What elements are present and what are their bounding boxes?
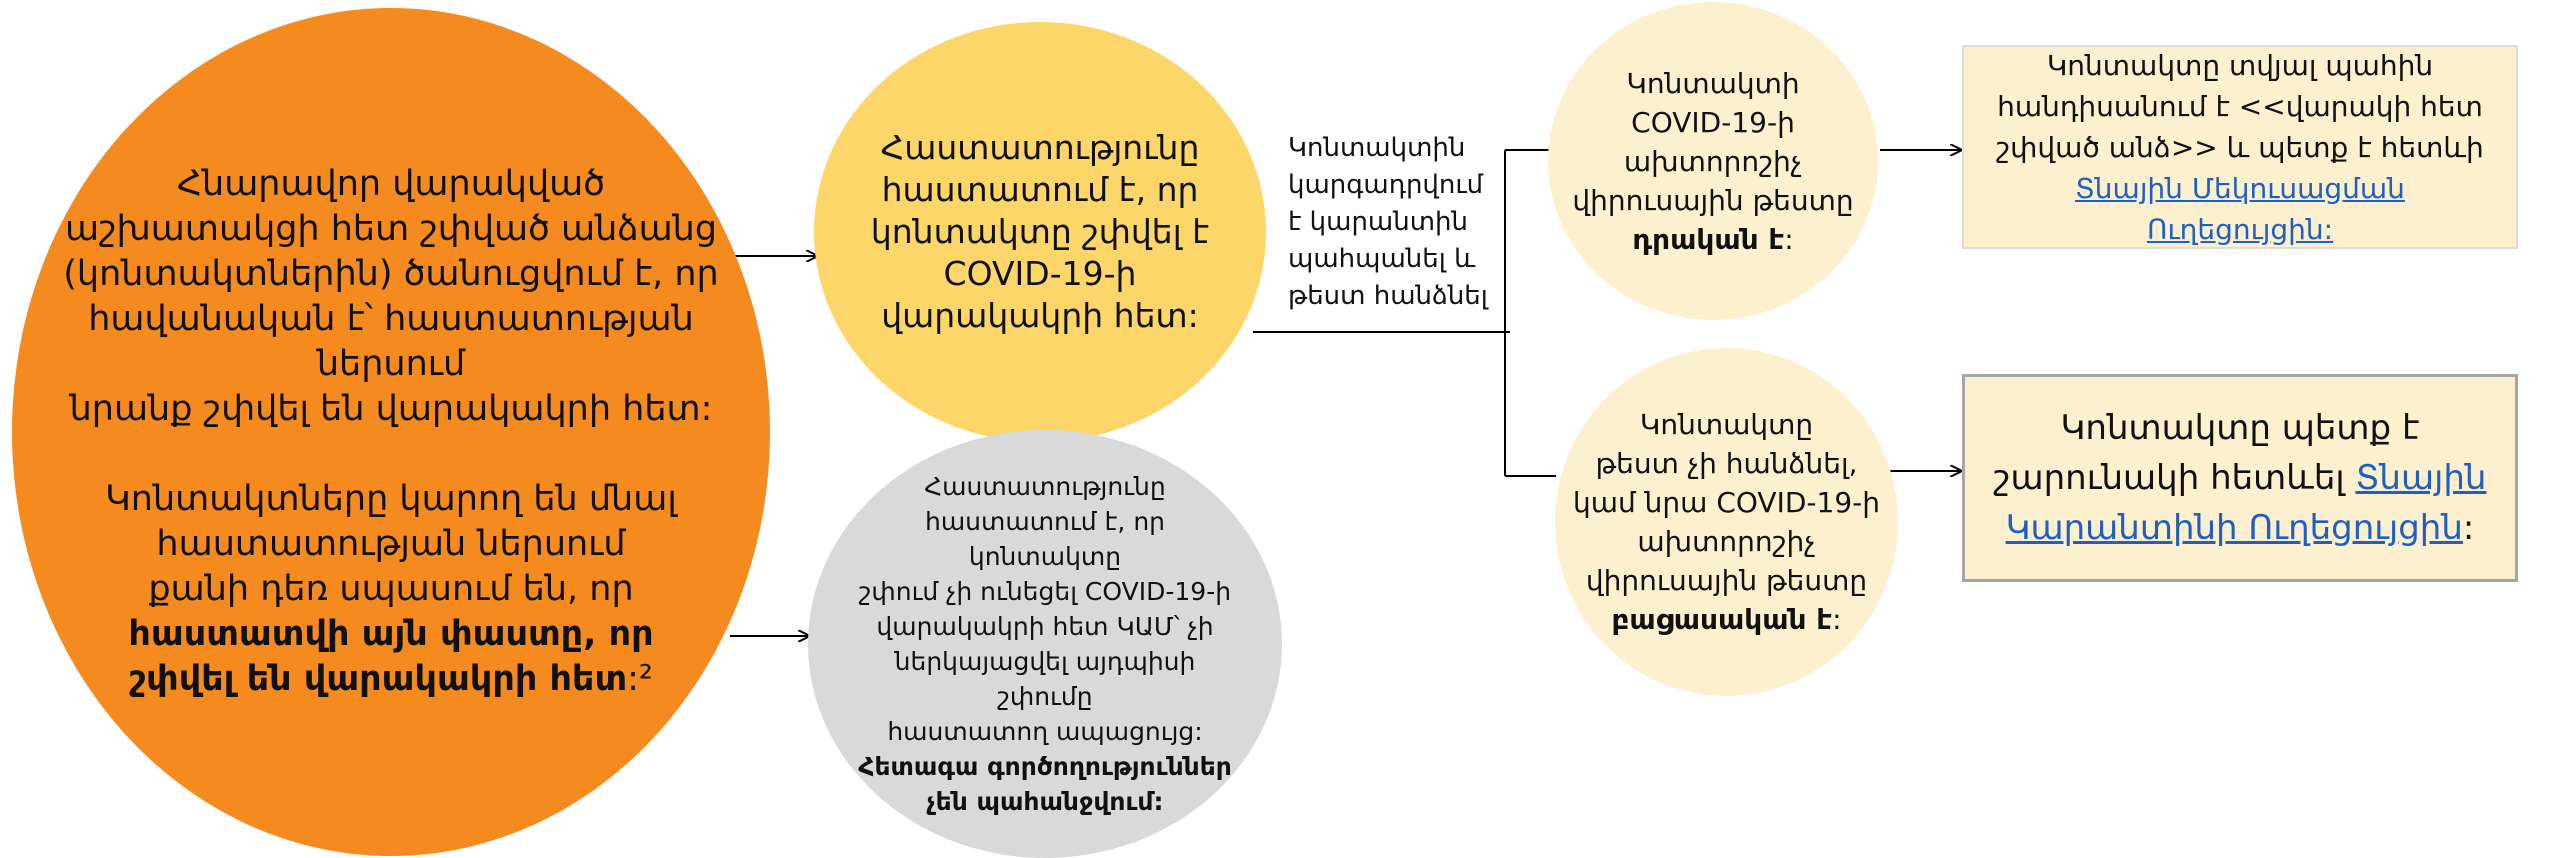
no-action-line [927,784,1164,819]
positive-line: ախտորոշիչ [1623,144,1803,178]
positive-test-circle [1548,2,1878,320]
confirmed-line: կոնտակտը շփվել է [870,212,1210,251]
negative-line: վիրուսային թեստը [1585,564,1868,597]
no-action-text: չեն պահանջվում: [926,787,1164,816]
notification-line: Հնարավոր վարակված [176,164,606,204]
negative-test-circle [1555,348,1898,696]
stay-line: Կոնտակտները կարող են մնալ [105,479,677,519]
home-quarantine-link[interactable]: Տնային [2355,458,2487,498]
confirmed-line: Հաստատությունը [880,128,1200,167]
stay-bold-line [129,657,653,702]
stay-bold-line [128,612,653,657]
punctuation: : [1784,222,1794,256]
isolation-guidance-box [1962,45,2518,249]
confirmed-line: վարակակրի հետ: [881,296,1199,335]
no-contact-line: վարակակրի հետ ԿԱՄ՝ չի [876,612,1214,641]
stay-bold-text: հաստատվի այն փաստը, որ [128,614,654,654]
home-isolation-link[interactable]: Ուղեցույցին: [2146,212,2334,246]
confirmed-contact-circle [814,22,1266,442]
no-contact-line: ներկայացվել այդպիսի շփումը [894,647,1196,711]
negative-line: ախտորոշիչ [1637,525,1816,558]
negative-line: Կոնտակտը [1639,408,1814,441]
no-action-line [858,749,1232,784]
stay-bold-text: շփվել են վարակակրի հետ [129,659,628,699]
isolation-line: շփված անձ>> և պետք է հետևի [1996,130,2484,164]
positive-line: վիրուսային թեստը [1572,183,1854,217]
positive-result-line [1632,220,1793,259]
confirmed-line: հաստատում է, որ [881,170,1199,209]
home-isolation-link[interactable]: Տնային Մեկուսացման [2075,171,2405,205]
no-contact-circle [808,430,1282,858]
quarantine-text: շարունակի հետևել [1993,458,2345,498]
quarantine-line [2006,503,2475,553]
no-contact-line: հաստատող ապացույց: [887,717,1203,746]
no-action-text: Հետագա գործողություններ [858,752,1232,781]
no-contact-line: շփում չի ունեցել COVID-19-ի [858,577,1232,606]
quarantine-instruction [1288,130,1508,315]
negative-result: բացասական է [1611,603,1833,636]
negative-result-line [1611,600,1841,639]
confirmed-line: COVID-19-ի [943,254,1137,293]
notification-line: նրանք շփվել են վարակակրի հետ: [69,389,713,429]
isolation-line: հանդիսանում է <<վարակի հետ [1997,89,2483,123]
positive-line: Կոնտակտի [1626,66,1800,100]
notification-circle [12,8,770,856]
isolation-line: Կոնտակտը տվյալ պահին [2046,48,2434,82]
quarantine-guidance-box [1962,374,2518,582]
negative-line: կամ նրա COVID-19-ի [1573,486,1880,519]
positive-line: COVID-19-ի [1631,105,1795,139]
instruction-line: կարգադրվում [1288,170,1484,200]
positive-result: դրական է [1632,222,1785,256]
instruction-line: պահպանել և [1288,244,1476,274]
stay-line: հաստատության ներսում [156,524,626,564]
instruction-line: է կարանտին [1288,207,1469,237]
punctuation: : [1832,603,1842,636]
negative-line: թեստ չի հանձնել, [1595,447,1858,480]
no-contact-line: Հաստատությունը [924,472,1166,501]
no-contact-line: կոնտակտը [968,542,1122,571]
home-quarantine-link[interactable]: Կարանտինի Ուղեցույցին [2005,508,2463,548]
punctuation: : [2462,508,2475,548]
quarantine-line [1994,453,2487,503]
notification-line: աշխատակցի հետ շփված անձանց [64,209,718,249]
instruction-line: թեստ հանձնել [1288,281,1488,311]
instruction-line: Կոնտակտին [1288,133,1466,163]
no-contact-line: հաստատում է, որ [924,507,1166,536]
notification-line: հավանական է՝ հաստատության ներսում [88,299,694,384]
footnote-marker: :² [627,659,653,699]
notification-line: (կոնտակտներին) ծանուցվում է, որ [63,254,719,294]
stay-line: քանի դեռ սպասում են, որ [148,569,634,609]
quarantine-line: Կոնտակտը պետք է [2060,408,2420,448]
